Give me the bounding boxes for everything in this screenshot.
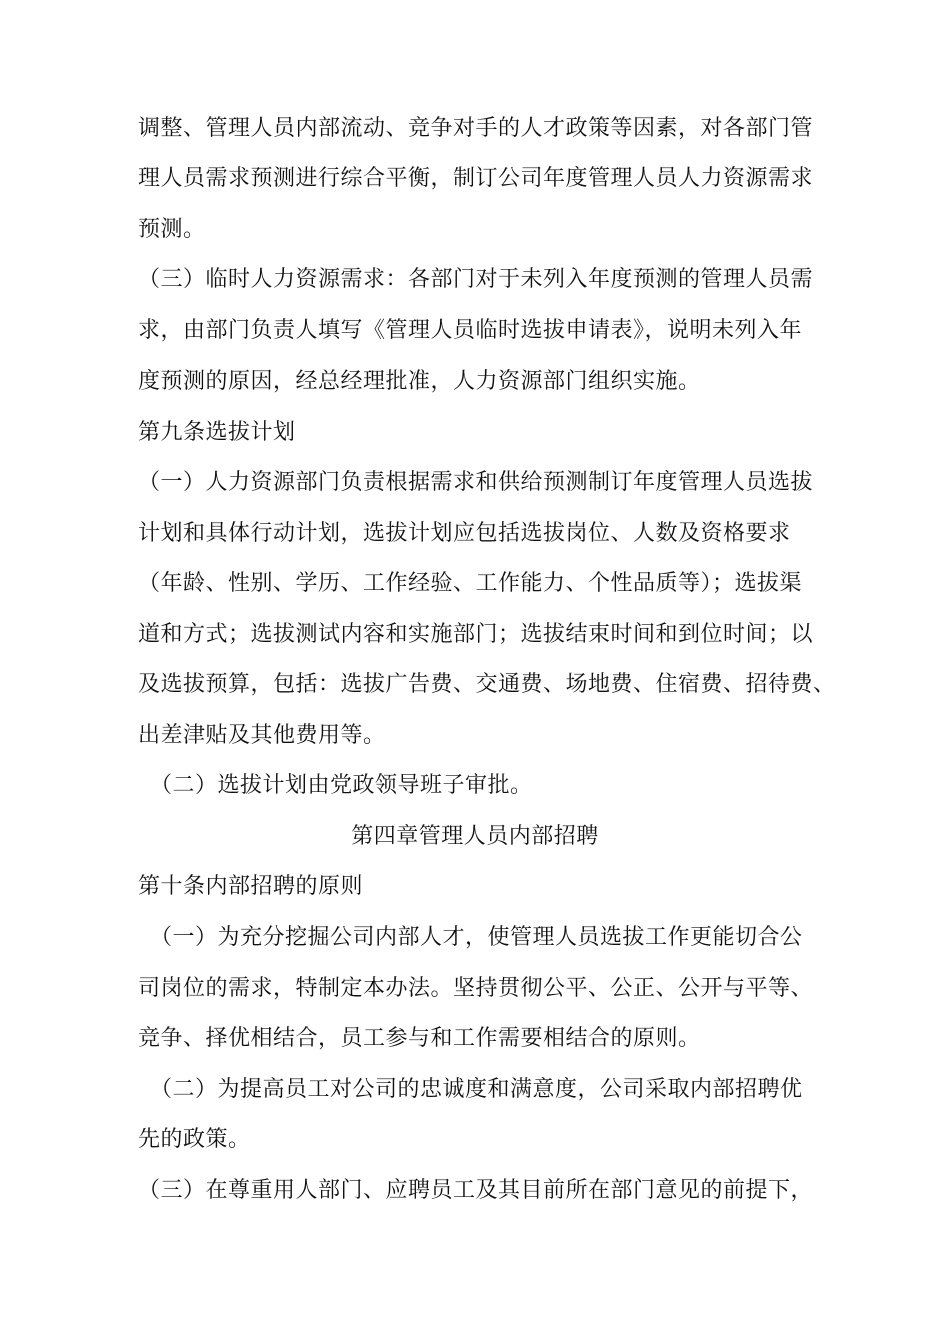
paragraph-line: （一）人力资源部门负责根据需求和供给预测制订年度管理人员选拔 [138,470,814,495]
paragraph-line: （二）为提高员工对公司的忠诚度和满意度，公司采取内部招聘优 [150,1077,803,1102]
chapter-heading: 第四章管理人员内部招聘 [351,824,599,849]
paragraph-line: （年龄、性别、学历、工作经验、工作能力、个性品质等）；选拔渠 [138,571,803,596]
paragraph-line: 及选拔预算，包括：选拔广告费、交通费、场地费、住宿费、招待费、 [138,672,836,697]
paragraph-line: （二）选拔计划由党政领导班子审批。 [150,773,533,798]
article-heading: 第九条选拔计划 [138,420,296,445]
paragraph-line: 先的政策。 [138,1127,251,1152]
paragraph-line: 度预测的原因，经总经理批准，人力资源部门组织实施。 [138,369,701,394]
paragraph-line: 调整、管理人员内部流动、竞争对手的人才政策等因素，对各部门管 [138,116,814,141]
paragraph-line: 司岗位的需求，特制定本办法。坚持贯彻公平、公正、公开与平等、 [138,976,814,1001]
paragraph-line: 出差津贴及其他费用等。 [138,723,386,748]
paragraph-line: （三）临时人力资源需求：各部门对于未列入年度预测的管理人员需 [138,267,814,292]
paragraph-line: 竞争、择优相结合，员工参与和工作需要相结合的原则。 [138,1026,701,1051]
paragraph-line: （一）为充分挖掘公司内部人才，使管理人员选拔工作更能切合公 [150,925,803,950]
paragraph-line: （三）在尊重用人部门、应聘员工及其目前所在部门意见的前提下， [138,1178,814,1203]
paragraph-line: 理人员需求预测进行综合平衡，制订公司年度管理人员人力资源需求 [138,166,814,191]
article-heading: 第十条内部招聘的原则 [138,874,364,899]
paragraph-line: 道和方式；选拔测试内容和实施部门；选拔结束时间和到位时间；以 [138,622,814,647]
paragraph-line: 预测。 [138,217,206,242]
paragraph-line: 求，由部门负责人填写《管理人员临时选拔申请表》，说明未列入年 [138,318,803,343]
paragraph-line: 计划和具体行动计划，选拔计划应包括选拔岗位、人数及资格要求 [138,521,791,546]
